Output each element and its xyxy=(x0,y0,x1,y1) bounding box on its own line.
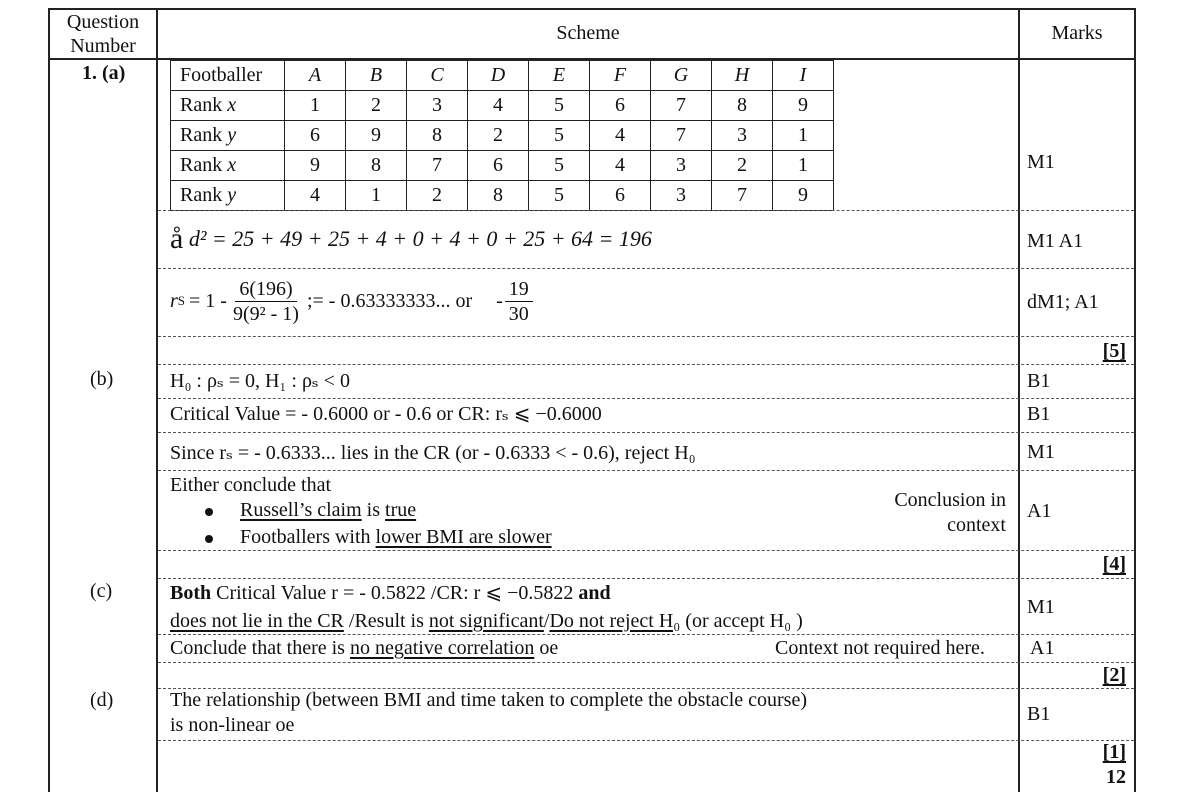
divider xyxy=(158,634,1134,635)
spearman-formula xyxy=(170,272,535,330)
rank-cell: 6 xyxy=(285,121,346,151)
top-border xyxy=(48,8,1136,10)
rs-symbol: r xyxy=(170,289,178,312)
rank-table-row xyxy=(171,91,834,121)
part-d-label: (d) xyxy=(90,689,114,711)
part-d-line2: is non-linear oe xyxy=(170,714,295,736)
part-d-line1: The relationship (between BMI and time taken to complete the obstacle course) xyxy=(170,689,808,711)
rank-cell: G xyxy=(651,61,712,91)
rank-cell: 4 xyxy=(285,181,346,211)
part-c-total: [2] xyxy=(1102,664,1126,686)
rank-variable: y xyxy=(227,184,237,206)
result-is: /Result is xyxy=(343,610,429,632)
alt-fraction-denominator: 30 xyxy=(508,302,529,325)
both-text: Both xyxy=(170,582,212,604)
since-mark: M1 xyxy=(1027,441,1055,463)
rank-cell: 4 xyxy=(590,121,651,151)
bullet-icon xyxy=(205,508,213,516)
row-label: Footballer xyxy=(171,61,285,91)
row-label xyxy=(171,181,285,211)
rank-cell: 6 xyxy=(590,181,651,211)
divider xyxy=(158,740,1134,741)
rank-cell: 5 xyxy=(529,91,590,121)
russell-claim: Russell’s claim xyxy=(240,499,362,521)
do-not-reject: Do not reject H₀ xyxy=(549,610,681,632)
rank-cell: 9 xyxy=(285,151,346,181)
part-d-mark: B1 xyxy=(1027,703,1051,725)
part-b-total: [4] xyxy=(1102,553,1126,575)
divider xyxy=(158,578,1134,579)
rank-cell: 5 xyxy=(529,121,590,151)
marks-header: Marks xyxy=(1051,22,1103,44)
rank-cell: E xyxy=(529,61,590,91)
not-in-cr: does not lie in the CR xyxy=(170,610,344,632)
hypotheses: H₀ : ρₛ = 0, H₁ : ρₛ < 0 xyxy=(170,370,350,392)
rank-cell: I xyxy=(773,61,834,91)
rank-cell: 9 xyxy=(346,121,407,151)
critical-value: Critical Value = - 0.6000 or - 0.6 or CR: rₛ ⩽ −0.6000 xyxy=(170,403,602,425)
right-border xyxy=(1134,8,1136,792)
rank-cell: B xyxy=(346,61,407,91)
rank-variable: y xyxy=(227,124,237,146)
part-a-label: 1. (a) xyxy=(82,62,126,84)
alt-minus: - xyxy=(496,289,503,312)
rank-cell: 2 xyxy=(468,121,529,151)
rs-fraction xyxy=(229,278,303,325)
rank-cell: 1 xyxy=(773,151,834,181)
either-conclude: Either conclude that xyxy=(170,474,332,496)
part-d-total: [1] xyxy=(1102,741,1126,763)
rank-cell: H xyxy=(712,61,773,91)
rs-alt-fraction xyxy=(505,278,533,325)
rank-cell: C xyxy=(407,61,468,91)
table-mark: M1 xyxy=(1027,151,1055,173)
sum-symbol: å xyxy=(170,222,184,255)
rank-cell: 6 xyxy=(468,151,529,181)
context-note-line2: context xyxy=(947,514,1006,536)
divider xyxy=(158,210,1134,211)
rank-cell: 2 xyxy=(712,151,773,181)
part-a-total: [5] xyxy=(1102,340,1126,362)
rs-subscript: S xyxy=(177,293,186,308)
question-col-divider xyxy=(156,8,158,792)
rank-variable: x xyxy=(227,94,237,116)
left-border xyxy=(48,8,50,792)
rank-cell: 1 xyxy=(285,91,346,121)
lower-bmi-text: lower BMI are slower xyxy=(375,526,552,548)
divider xyxy=(158,336,1134,337)
rank-cell: 8 xyxy=(346,151,407,181)
since-statement: Since rₛ = - 0.6333... lies in the CR (or - 0.6333 < - 0.6), reject H₀ xyxy=(170,442,696,464)
divider xyxy=(158,550,1134,551)
divider xyxy=(158,398,1134,399)
sum-mark: M1 A1 xyxy=(1027,230,1084,252)
rank-cell: 7 xyxy=(651,91,712,121)
row-label xyxy=(171,91,285,121)
rank-cell: 3 xyxy=(651,181,712,211)
rank-cell: 7 xyxy=(407,151,468,181)
or-accept: (or accept H₀ ) xyxy=(680,610,803,632)
rank-word: Rank xyxy=(180,154,228,176)
rank-cell: 8 xyxy=(468,181,529,211)
part-c-m1: M1 xyxy=(1027,596,1055,618)
and-text: and xyxy=(578,582,611,604)
rs-equals: = 1 - xyxy=(189,289,227,312)
rank-cell: A xyxy=(285,61,346,91)
rank-cell: 3 xyxy=(651,151,712,181)
conclusion-mark: A1 xyxy=(1027,500,1052,522)
rank-table-row xyxy=(171,121,834,151)
rank-table-row xyxy=(171,151,834,181)
alt-fraction-numerator: 19 xyxy=(505,278,533,302)
scheme-header: Scheme xyxy=(556,22,620,44)
conclude-text: Conclude that there is xyxy=(170,637,350,659)
rs-fraction-denominator: 9(9² - 1) xyxy=(232,302,299,325)
part-c-a1: A1 xyxy=(1030,637,1055,659)
part-c-line3 xyxy=(170,637,558,660)
question-number-header xyxy=(50,10,156,58)
rank-cell: 2 xyxy=(407,181,468,211)
divider xyxy=(158,662,1134,663)
divider xyxy=(158,364,1134,365)
context-note-line1: Conclusion in xyxy=(894,489,1006,511)
rank-word: Rank xyxy=(180,94,228,116)
rs-result: ;= - 0.63333333... or xyxy=(306,289,473,312)
rank-cell: 9 xyxy=(773,181,834,211)
rank-cell: 6 xyxy=(590,91,651,121)
bullet-icon xyxy=(205,535,213,543)
critical-value-c: Critical Value r = - 0.5822 /CR: r ⩽ −0.5822 xyxy=(211,582,579,604)
grand-total: 12 xyxy=(1106,766,1126,788)
question-header-line1: Question xyxy=(66,11,140,33)
row-label xyxy=(171,121,285,151)
rank-cell: 8 xyxy=(712,91,773,121)
critical-mark: B1 xyxy=(1027,403,1051,425)
rank-cell: 9 xyxy=(773,91,834,121)
rank-cell: 2 xyxy=(346,91,407,121)
sum-d-squared xyxy=(170,222,652,256)
rank-cell: 5 xyxy=(529,151,590,181)
question-header-line2: Number xyxy=(70,35,136,57)
part-b-label: (b) xyxy=(90,368,114,390)
rank-cell: 5 xyxy=(529,181,590,211)
rank-table xyxy=(170,60,834,211)
rank-cell: 7 xyxy=(651,121,712,151)
part-c-label: (c) xyxy=(90,580,113,602)
rank-variable: x xyxy=(227,154,237,176)
divider xyxy=(158,268,1134,269)
oe-text: oe xyxy=(534,637,559,659)
rs-fraction-numerator: 6(196) xyxy=(235,278,296,302)
rank-cell: 3 xyxy=(407,91,468,121)
hypotheses-mark: B1 xyxy=(1027,370,1051,392)
conclusion-context-note xyxy=(860,488,1006,538)
rank-cell: D xyxy=(468,61,529,91)
divider xyxy=(158,470,1134,471)
rank-cell: 1 xyxy=(346,181,407,211)
part-c-line1 xyxy=(170,580,611,605)
rank-word: Rank xyxy=(180,184,228,206)
rs-mark: dM1; A1 xyxy=(1027,291,1099,313)
rank-table-header-row xyxy=(171,61,834,91)
rank-table-row xyxy=(171,181,834,211)
context-not-required: Context not required here. xyxy=(775,637,985,659)
slash: / xyxy=(543,610,550,632)
bullet-russell xyxy=(240,499,416,522)
divider xyxy=(158,432,1134,433)
rank-cell: F xyxy=(590,61,651,91)
rank-cell: 3 xyxy=(712,121,773,151)
rank-cell: 1 xyxy=(773,121,834,151)
rank-cell: 7 xyxy=(712,181,773,211)
rank-cell: 4 xyxy=(468,91,529,121)
row-label xyxy=(171,151,285,181)
bullet-footballers xyxy=(240,526,552,549)
sum-expression: d² = 25 + 49 + 25 + 4 + 0 + 4 + 0 + 25 + 64 = 196 xyxy=(188,226,652,251)
no-negative-correlation: no negative correlation xyxy=(349,637,535,659)
rank-cell: 4 xyxy=(590,151,651,181)
is-text: is xyxy=(361,499,386,521)
part-c-line2 xyxy=(170,610,803,633)
true-text: true xyxy=(385,499,417,521)
footballers-text: Footballers with xyxy=(240,526,376,548)
rank-word: Rank xyxy=(180,124,228,146)
rank-cell: 8 xyxy=(407,121,468,151)
not-significant: not significant xyxy=(428,610,544,632)
